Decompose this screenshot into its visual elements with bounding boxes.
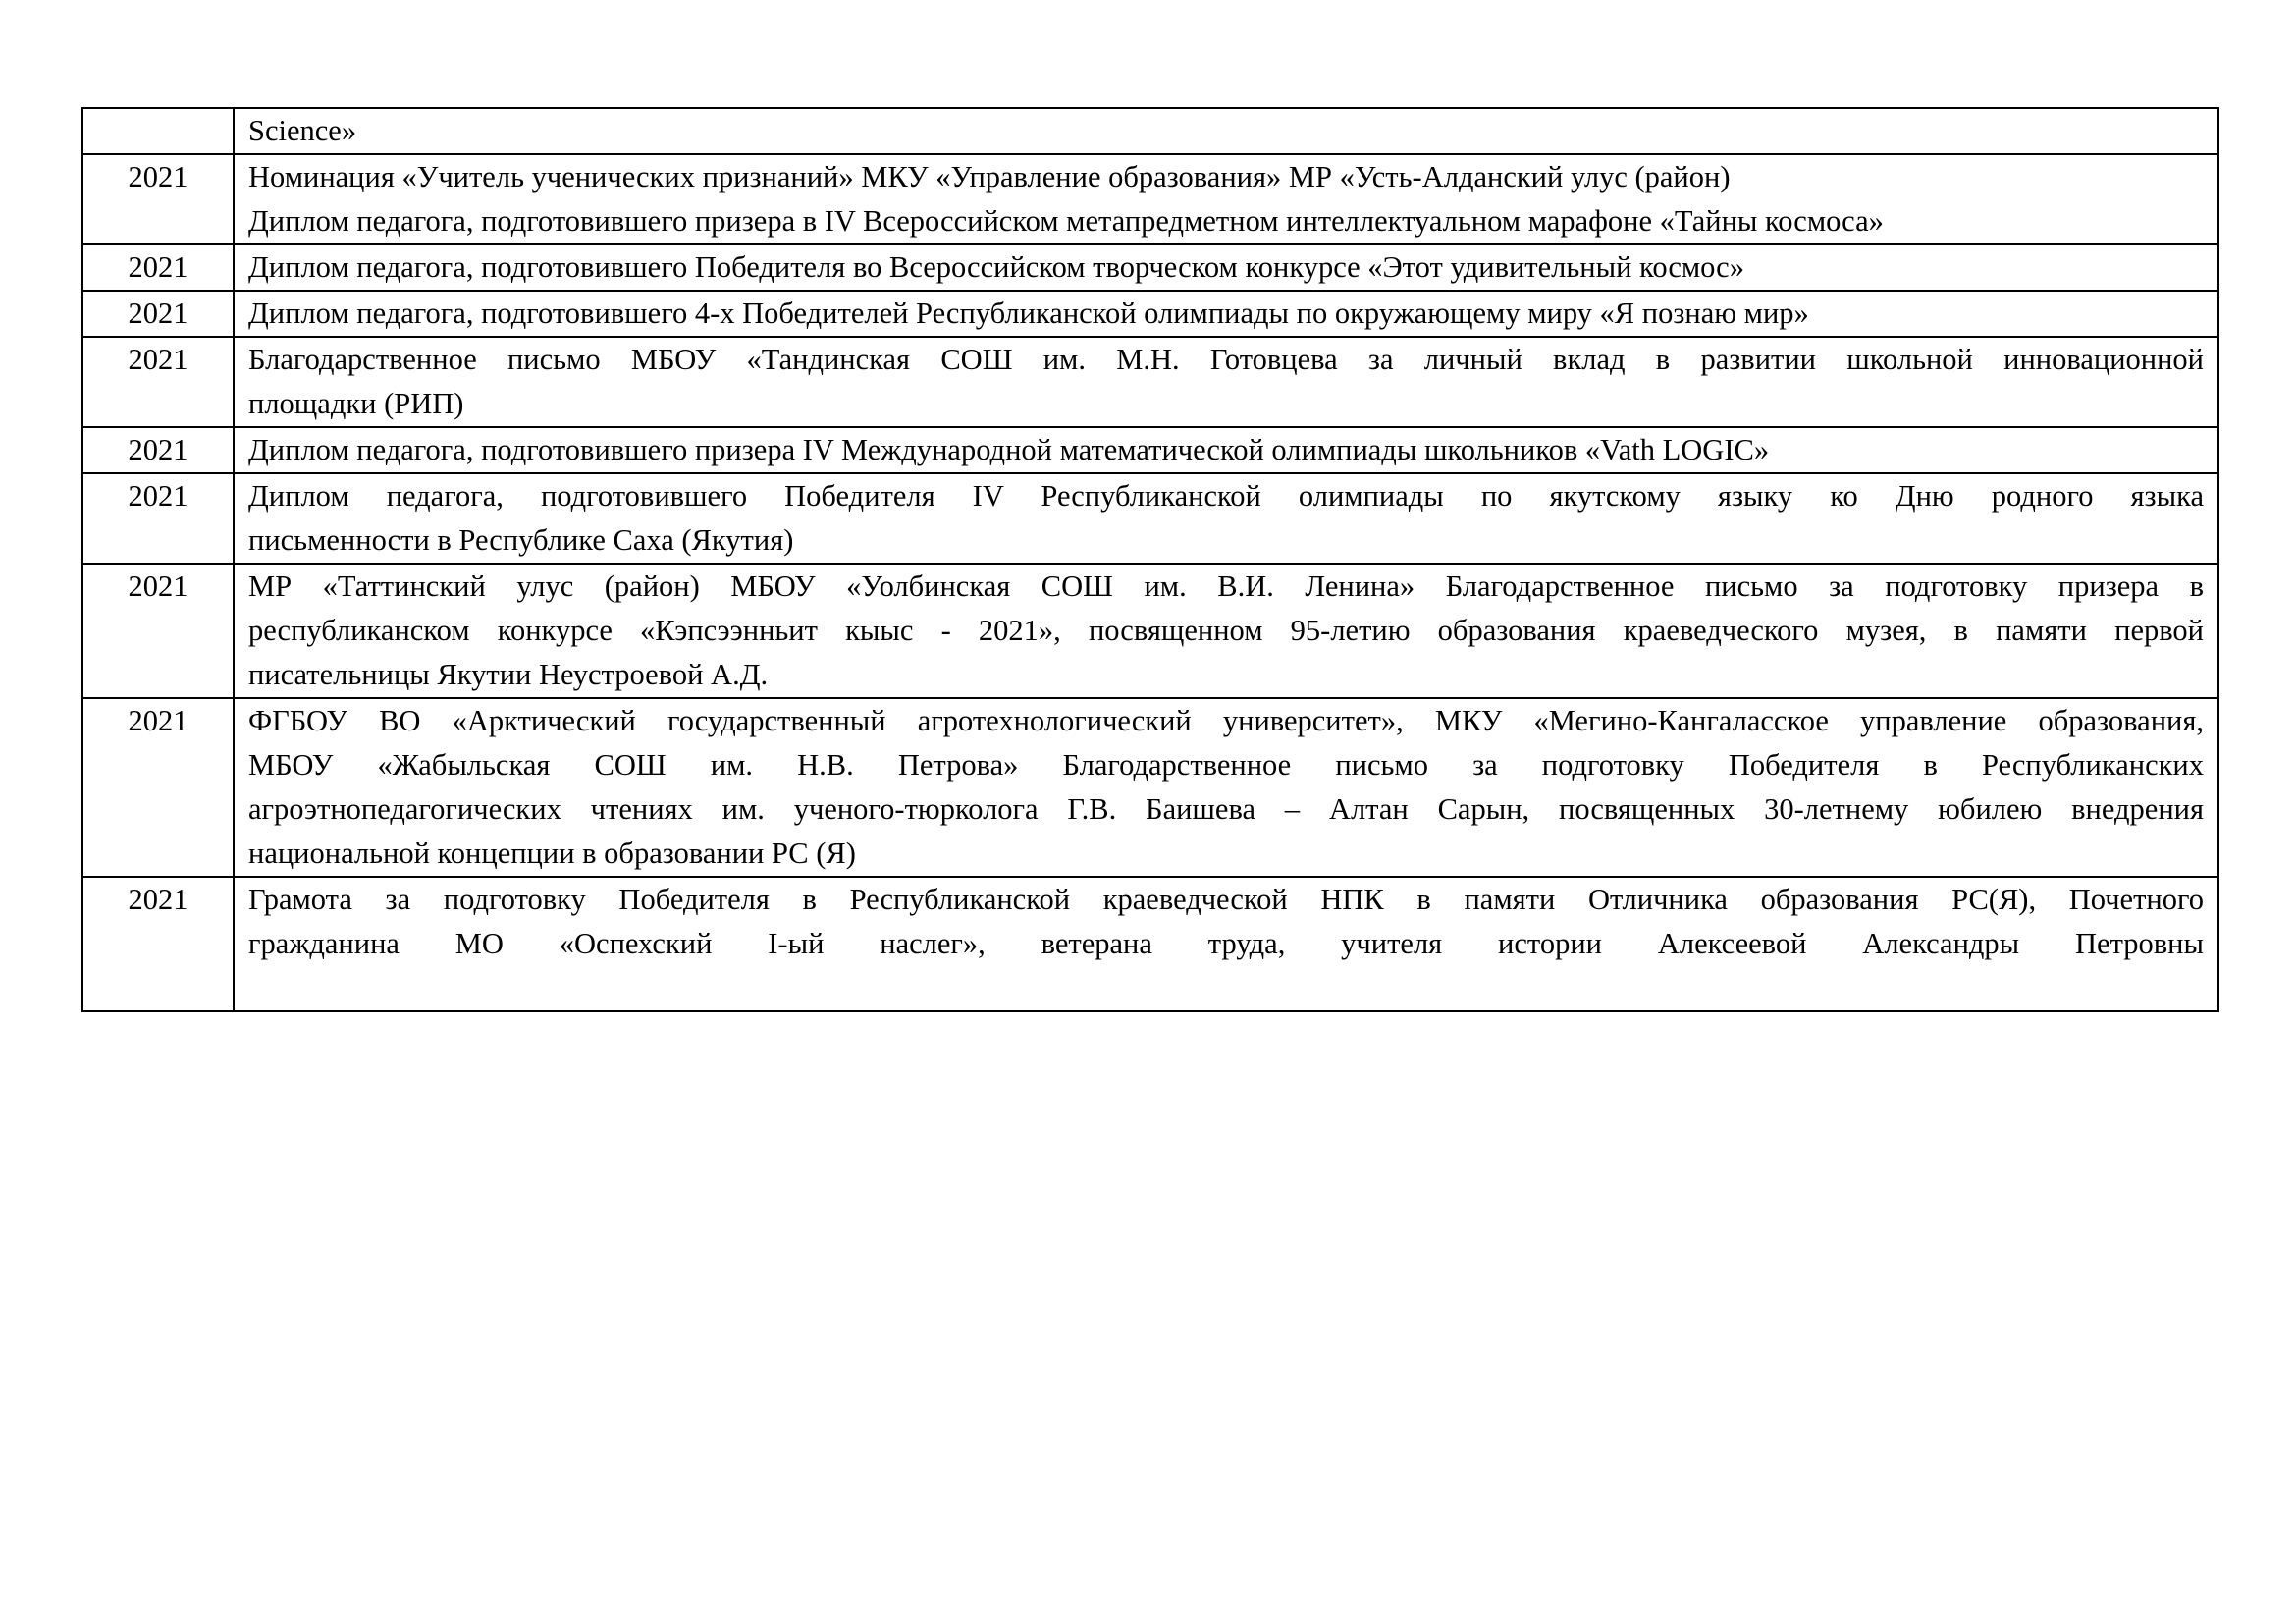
award-description-cell — [234, 427, 2218, 473]
year-cell: 2021 — [82, 427, 234, 473]
year-cell: 2021 — [82, 877, 234, 1011]
award-description-cell — [234, 154, 2218, 244]
award-description-cell — [234, 337, 2218, 427]
table-row — [82, 244, 2218, 291]
award-text-line: Номинация «Учитель ученических признаний» МКУ «Управление образования» МР «Усть-Алданский улус (район) — [248, 160, 1731, 193]
year-cell: 2021 — [82, 244, 234, 291]
award-text-line: письменности в Республике Саха (Якутия) — [248, 523, 794, 557]
award-text-line — [248, 966, 2204, 1010]
award-text-line: ФГБОУ ВО «Арктический государственный агротехнологический университет», МКУ «Мегино-Кангаласское управление образования, — [248, 704, 2204, 737]
table-row — [82, 154, 2218, 244]
awards-table — [81, 107, 2219, 1012]
table-row — [82, 473, 2218, 564]
award-description-cell — [234, 877, 2218, 1011]
award-text-line: республиканском конкурсе «Кэпсээнньит кыыс - 2021», посвященном 95-летию образования краеведческого музея, в памяти первой — [248, 614, 2204, 647]
award-text-line: Благодарственное письмо МБОУ «Тандинская СОШ им. М.Н. Готовцева за личный вклад в развитии школьной инновационной — [248, 343, 2204, 376]
award-description-cell — [234, 291, 2218, 337]
year-cell: 2021 — [82, 564, 234, 698]
table-row — [82, 427, 2218, 473]
awards-table-body — [82, 108, 2218, 1011]
award-text-line: гражданина МО «Оспехский I-ый наслег», ветерана труда, учителя истории Алексеевой Александры Петровны — [248, 927, 2204, 960]
table-row — [82, 877, 2218, 1011]
award-description-cell — [234, 473, 2218, 564]
table-row — [82, 698, 2218, 877]
year-cell: 2021 — [82, 698, 234, 877]
table-row — [82, 291, 2218, 337]
award-text-line: МБОУ «Жабыльская СОШ им. Н.В. Петрова» Благодарственное письмо за подготовку Победителя в Республиканских — [248, 748, 2204, 782]
award-description-cell — [234, 244, 2218, 291]
year-cell — [82, 108, 234, 154]
award-text-line: МР «Таттинский улус (район) МБОУ «Уолбинская СОШ им. В.И. Ленина» Благодарственное письмо за подготовку призера в — [248, 569, 2204, 603]
year-cell: 2021 — [82, 337, 234, 427]
award-text-line: писательницы Якутии Неустроевой А.Д. — [248, 658, 769, 691]
award-text-line: площадки (РИП) — [248, 387, 464, 420]
award-text-line: Science» — [248, 114, 357, 147]
award-text-line: национальной концепции в образовании РС (Я) — [248, 837, 856, 870]
year-cell: 2021 — [82, 473, 234, 564]
award-text-line: агроэтнопедагогических чтениях им. ученого-тюрколога Г.В. Баишева – Алтан Сарын, посвященных 30-летнему юбилею внедрения — [248, 792, 2204, 826]
award-description-cell — [234, 108, 2218, 154]
award-text-line: Диплом педагога, подготовившего 4-х Победителей Республиканской олимпиады по окружающему миру «Я познаю мир» — [248, 297, 1809, 330]
award-text-line: Диплом педагога, подготовившего призера IV Международной математической олимпиады школьников «Vath LOGIC» — [248, 433, 1770, 466]
award-text-line: Грамота за подготовку Победителя в Республиканской краеведческой НПК в памяти Отличника образования РС(Я), Почетного — [248, 883, 2204, 916]
award-description-cell — [234, 564, 2218, 698]
table-row — [82, 108, 2218, 154]
year-cell: 2021 — [82, 154, 234, 244]
table-row — [82, 337, 2218, 427]
award-text-line: Диплом педагога, подготовившего Победителя во Всероссийском творческом конкурсе «Этот удивительный космос» — [248, 250, 1744, 284]
year-cell: 2021 — [82, 291, 234, 337]
table-row — [82, 564, 2218, 698]
award-description-cell — [234, 698, 2218, 877]
award-text-line: Диплом педагога, подготовившего Победителя IV Республиканской олимпиады по якутскому языку ко Дню родного языка — [248, 479, 2204, 513]
award-text-line: Диплом педагога, подготовившего призера в IV Всероссийском метапредметном интеллектуальном марафоне «Тайны космоса» — [248, 204, 1884, 238]
